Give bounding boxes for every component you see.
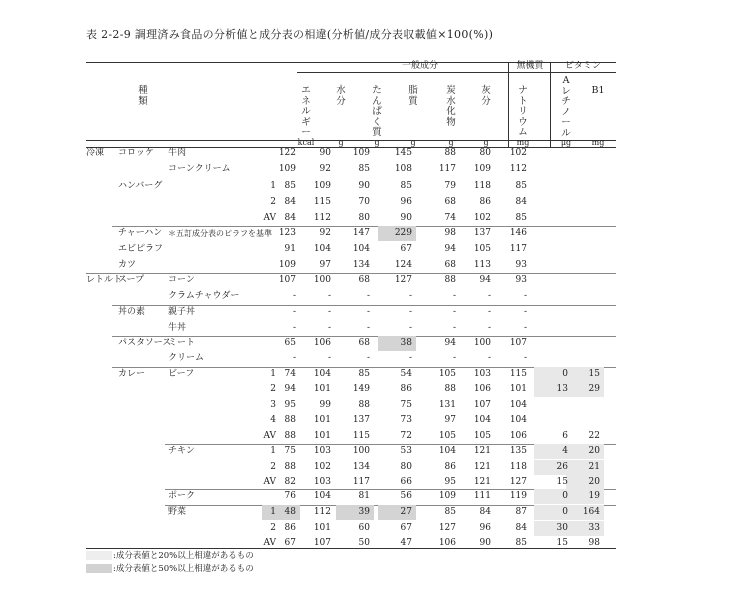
- value-cell: 74: [444, 213, 456, 223]
- value-cell: 38: [400, 338, 412, 348]
- value-cell: 101: [509, 384, 527, 394]
- food-name-label: 野菜: [168, 507, 187, 517]
- value-cell: 113: [473, 260, 491, 270]
- value-cell: 90: [400, 213, 412, 223]
- value-cell: 137: [473, 228, 491, 238]
- value-cell: 107: [473, 400, 491, 410]
- sample-number: 1: [270, 369, 276, 379]
- value-cell: 104: [313, 369, 331, 379]
- value-cell: 107: [278, 275, 296, 285]
- value-cell: 131: [438, 400, 456, 410]
- sample-number: 2: [270, 523, 276, 533]
- value-cell: 86: [444, 462, 456, 472]
- row-group-rule: [86, 273, 616, 274]
- value-cell: 73: [400, 415, 412, 425]
- mineral-divider-right: [550, 62, 551, 148]
- value-cell: 20: [588, 477, 600, 487]
- food-name-label: 親子丼: [168, 307, 196, 317]
- value-cell: 107: [509, 338, 527, 348]
- value-cell: 13: [556, 384, 568, 394]
- value-cell: 101: [313, 384, 331, 394]
- value-cell: 127: [394, 275, 412, 285]
- value-cell: 0: [562, 491, 568, 501]
- value-cell: 104: [473, 415, 491, 425]
- food-group-label: スープ: [118, 275, 145, 285]
- column-unit-5: g: [483, 138, 489, 147]
- column-unit-6: mg: [516, 138, 530, 147]
- value-cell: 134: [352, 260, 370, 270]
- value-cell: 85: [284, 181, 296, 191]
- value-cell: 146: [509, 228, 527, 238]
- food-name-label: ビーフ: [168, 369, 195, 379]
- value-cell: 19: [588, 491, 600, 501]
- value-cell: 22: [588, 431, 600, 441]
- value-cell: 48: [284, 507, 296, 517]
- value-cell: 15: [556, 477, 568, 487]
- value-cell: 56: [400, 491, 412, 501]
- value-cell: -: [327, 323, 331, 333]
- value-cell: 76: [284, 491, 296, 501]
- value-cell: 104: [509, 415, 527, 425]
- value-cell: 102: [509, 148, 527, 158]
- value-cell: 111: [473, 491, 491, 501]
- value-cell: 80: [400, 462, 412, 472]
- value-cell: 85: [515, 181, 527, 191]
- value-cell: -: [523, 323, 527, 333]
- value-cell: 109: [313, 181, 331, 191]
- sample-number: 2: [270, 197, 276, 207]
- value-cell: 66: [400, 477, 412, 487]
- column-header-2: たんぱく質: [372, 85, 382, 138]
- value-cell: 93: [515, 260, 527, 270]
- value-cell: -: [366, 291, 370, 301]
- legend-swatch-50: [86, 564, 112, 573]
- legend-swatch-20: [86, 551, 112, 560]
- value-cell: 39: [358, 507, 370, 517]
- column-header-3: 脂質: [408, 85, 418, 107]
- value-cell: 90: [319, 148, 331, 158]
- value-cell: 118: [473, 181, 491, 191]
- kind-label: 種類: [138, 85, 148, 107]
- column-unit-0: kcal: [297, 138, 315, 147]
- value-cell: 95: [284, 400, 296, 410]
- food-name-label: チキン: [168, 446, 195, 456]
- value-cell: 105: [473, 244, 491, 254]
- value-cell: 112: [313, 213, 331, 223]
- value-cell: 84: [515, 197, 527, 207]
- value-cell: 15: [588, 369, 600, 379]
- value-cell: 121: [473, 477, 491, 487]
- value-cell: 29: [588, 384, 600, 394]
- value-cell: 33: [588, 523, 600, 533]
- value-cell: 88: [284, 431, 296, 441]
- value-cell: 145: [394, 148, 412, 158]
- value-cell: 117: [509, 244, 527, 254]
- value-cell: 75: [400, 400, 412, 410]
- value-cell: 109: [473, 164, 491, 174]
- table-title: 表 2-2-9 調理済み食品の分析値と成分表の相違(分析値/成分表収載値×100(%)): [86, 28, 494, 41]
- column-unit-3: g: [410, 138, 416, 147]
- value-cell: 99: [319, 400, 331, 410]
- column-header-6: ナトリウム: [518, 85, 528, 138]
- value-cell: -: [408, 307, 412, 317]
- value-cell: 104: [352, 244, 370, 254]
- sample-number: 1: [270, 181, 276, 191]
- value-cell: 65: [284, 338, 296, 348]
- food-name-label: 牛肉: [168, 148, 187, 158]
- value-cell: 54: [400, 369, 412, 379]
- value-cell: 103: [313, 477, 331, 487]
- sample-number: AV: [263, 431, 276, 441]
- value-cell: 115: [509, 369, 527, 379]
- value-cell: 134: [352, 462, 370, 472]
- value-cell: 92: [319, 228, 331, 238]
- value-cell: 127: [438, 523, 456, 533]
- column-unit-2: g: [374, 138, 380, 147]
- value-cell: 80: [358, 213, 370, 223]
- value-cell: 96: [479, 523, 491, 533]
- value-cell: 88: [444, 384, 456, 394]
- column-header-7: Aレチノール: [561, 75, 571, 139]
- value-cell: 105: [438, 369, 456, 379]
- value-cell: 6: [562, 431, 568, 441]
- value-cell: -: [487, 291, 491, 301]
- value-cell: 117: [438, 164, 456, 174]
- value-cell: 95: [444, 477, 456, 487]
- value-cell: -: [366, 323, 370, 333]
- food-group-label: カツ: [118, 260, 137, 270]
- value-cell: 105: [438, 431, 456, 441]
- value-cell: 85: [400, 181, 412, 191]
- column-header-4: 炭水化物: [446, 85, 456, 128]
- value-cell: 102: [313, 462, 331, 472]
- value-cell: 60: [358, 523, 370, 533]
- value-cell: 108: [394, 164, 412, 174]
- food-name-label: ポーク: [168, 491, 196, 501]
- value-cell: 94: [479, 275, 491, 285]
- value-cell: 164: [582, 507, 600, 517]
- mineral-divider-left: [508, 62, 509, 148]
- group-vitamin-label: ビタミン: [564, 61, 601, 71]
- value-cell: 90: [479, 538, 491, 548]
- value-cell: 106: [313, 338, 331, 348]
- value-cell: 86: [284, 523, 296, 533]
- value-cell: -: [408, 291, 412, 301]
- sample-number: AV: [263, 538, 276, 548]
- value-cell: -: [452, 353, 456, 363]
- value-cell: 106: [473, 384, 491, 394]
- column-header-5: 灰分: [481, 85, 491, 107]
- column-header-0: エネルギー: [301, 85, 311, 138]
- value-cell: 88: [284, 415, 296, 425]
- value-cell: 123: [278, 228, 296, 238]
- food-name-label: クラムチャウダー: [168, 291, 240, 301]
- value-cell: 68: [444, 260, 456, 270]
- value-cell: 147: [352, 228, 370, 238]
- value-cell: 50: [358, 538, 370, 548]
- value-cell: 102: [473, 213, 491, 223]
- value-cell: 27: [400, 507, 412, 517]
- value-cell: 106: [509, 431, 527, 441]
- value-cell: -: [452, 323, 456, 333]
- value-cell: -: [487, 323, 491, 333]
- sample-number: AV: [263, 213, 276, 223]
- value-cell: 127: [509, 477, 527, 487]
- value-cell: 121: [473, 446, 491, 456]
- food-group-label: カレー: [118, 369, 146, 379]
- value-cell: 149: [352, 384, 370, 394]
- sample-number: 1: [270, 507, 276, 517]
- value-cell: 97: [444, 415, 456, 425]
- group-mineral-label: 無機質: [516, 61, 544, 71]
- value-cell: 106: [438, 538, 456, 548]
- food-name-label: コーン: [168, 275, 195, 285]
- value-cell: -: [487, 353, 491, 363]
- value-cell: -: [327, 291, 331, 301]
- column-unit-8: mg: [591, 138, 605, 147]
- value-cell: 84: [479, 507, 491, 517]
- value-cell: 85: [515, 213, 527, 223]
- value-cell: -: [487, 307, 491, 317]
- value-cell: 88: [284, 462, 296, 472]
- value-cell: 104: [438, 446, 456, 456]
- sample-number: AV: [263, 477, 276, 487]
- value-cell: 75: [284, 446, 296, 456]
- column-unit-7: μg: [560, 138, 572, 147]
- value-cell: 67: [400, 244, 412, 254]
- food-group-label: ハンバーグ: [118, 181, 163, 191]
- value-cell: -: [452, 307, 456, 317]
- value-cell: 85: [444, 507, 456, 517]
- food-name-label: コーンクリーム: [168, 164, 231, 174]
- value-cell: 91: [284, 244, 296, 254]
- value-cell: 104: [313, 244, 331, 254]
- value-cell: 26: [556, 462, 568, 472]
- food-name-label: ＊五訂成分表のピラフを基準: [168, 229, 272, 238]
- value-cell: 104: [509, 400, 527, 410]
- sample-number: 3: [270, 400, 276, 410]
- value-cell: 103: [473, 369, 491, 379]
- value-cell: 119: [509, 491, 527, 501]
- value-cell: -: [523, 353, 527, 363]
- value-cell: 117: [352, 477, 370, 487]
- value-cell: -: [523, 291, 527, 301]
- value-cell: 85: [358, 164, 370, 174]
- value-cell: 84: [284, 197, 296, 207]
- value-cell: 97: [319, 260, 331, 270]
- value-cell: 109: [278, 260, 296, 270]
- row-group-rule: [112, 305, 616, 306]
- value-cell: 81: [358, 491, 370, 501]
- value-cell: -: [327, 353, 331, 363]
- value-cell: 84: [515, 523, 527, 533]
- value-cell: -: [292, 307, 296, 317]
- value-cell: 100: [313, 275, 331, 285]
- row-group-rule: [112, 336, 616, 337]
- value-cell: 121: [473, 462, 491, 472]
- food-group-label: エビピラフ: [118, 244, 164, 254]
- value-cell: 15: [556, 538, 568, 548]
- value-cell: 229: [394, 228, 412, 238]
- value-cell: 94: [444, 338, 456, 348]
- food-name-label: ミート: [168, 338, 196, 348]
- value-cell: -: [523, 307, 527, 317]
- value-cell: 135: [509, 446, 527, 456]
- category-label: レトルト: [86, 275, 123, 285]
- value-cell: -: [408, 353, 412, 363]
- sample-number: 4: [270, 415, 276, 425]
- value-cell: 137: [352, 415, 370, 425]
- value-cell: 74: [284, 369, 296, 379]
- value-cell: 86: [400, 384, 412, 394]
- value-cell: 100: [352, 446, 370, 456]
- value-cell: 104: [313, 491, 331, 501]
- value-cell: 92: [319, 164, 331, 174]
- sample-number: 2: [270, 384, 276, 394]
- value-cell: 88: [444, 275, 456, 285]
- value-cell: 115: [313, 197, 331, 207]
- value-cell: 68: [444, 197, 456, 207]
- value-cell: 90: [358, 181, 370, 191]
- food-group-label: パスタソース: [118, 338, 172, 348]
- value-cell: 87: [515, 507, 527, 517]
- value-cell: 103: [313, 446, 331, 456]
- sample-number: 2: [270, 462, 276, 472]
- value-cell: -: [366, 353, 370, 363]
- sample-number: 1: [270, 446, 276, 456]
- value-cell: 53: [400, 446, 412, 456]
- value-cell: 109: [278, 164, 296, 174]
- value-cell: 112: [313, 507, 331, 517]
- value-cell: 96: [400, 197, 412, 207]
- value-cell: 67: [400, 523, 412, 533]
- value-cell: 79: [444, 181, 456, 191]
- value-cell: 107: [313, 538, 331, 548]
- value-cell: 67: [284, 538, 296, 548]
- value-cell: 101: [313, 523, 331, 533]
- value-cell: -: [408, 323, 412, 333]
- value-cell: 85: [515, 538, 527, 548]
- value-cell: 101: [313, 431, 331, 441]
- value-cell: 88: [358, 400, 370, 410]
- column-header-8: B1: [591, 85, 605, 96]
- category-label: 冷凍: [86, 148, 105, 158]
- value-cell: 21: [588, 462, 600, 472]
- value-cell: 109: [352, 148, 370, 158]
- value-cell: 47: [400, 538, 412, 548]
- value-cell: -: [366, 307, 370, 317]
- legend-text-20: :成分表値と20%以上相違があるもの: [113, 551, 254, 561]
- value-cell: 88: [444, 148, 456, 158]
- value-cell: -: [452, 291, 456, 301]
- value-cell: 0: [562, 369, 568, 379]
- food-group-label: コロッケ: [118, 148, 154, 158]
- value-cell: 112: [509, 164, 527, 174]
- value-cell: 0: [562, 507, 568, 517]
- value-cell: 30: [556, 523, 568, 533]
- group-underline: [297, 72, 616, 73]
- value-cell: 98: [444, 228, 456, 238]
- value-cell: 105: [473, 431, 491, 441]
- value-cell: -: [327, 307, 331, 317]
- value-cell: 94: [444, 244, 456, 254]
- value-cell: 4: [562, 446, 568, 456]
- food-name-label: 牛丼: [168, 323, 187, 333]
- value-cell: 82: [284, 477, 296, 487]
- value-cell: 86: [479, 197, 491, 207]
- value-cell: 72: [400, 431, 412, 441]
- column-unit-1: g: [338, 138, 344, 147]
- legend-text-50: :成分表値と50%以上相違があるもの: [113, 564, 254, 574]
- value-cell: 68: [358, 338, 370, 348]
- value-cell: 94: [284, 384, 296, 394]
- value-cell: 115: [352, 431, 370, 441]
- value-cell: 80: [479, 148, 491, 158]
- value-cell: 100: [473, 338, 491, 348]
- value-cell: 122: [278, 148, 296, 158]
- value-cell: -: [292, 291, 296, 301]
- group-general-label: 一般成分: [401, 61, 438, 71]
- food-group-label: チャーハン: [118, 228, 163, 238]
- value-cell: 84: [284, 213, 296, 223]
- value-cell: 101: [313, 415, 331, 425]
- value-cell: 98: [588, 538, 600, 548]
- value-cell: 85: [358, 369, 370, 379]
- value-cell: 93: [515, 275, 527, 285]
- value-cell: -: [292, 353, 296, 363]
- food-group-label: 丼の素: [118, 307, 146, 317]
- value-cell: -: [292, 323, 296, 333]
- column-unit-4: g: [448, 138, 454, 147]
- value-cell: 70: [358, 197, 370, 207]
- value-cell: 124: [394, 260, 412, 270]
- value-cell: 68: [358, 275, 370, 285]
- column-header-1: 水分: [336, 85, 346, 107]
- value-cell: 118: [509, 462, 527, 472]
- row-group-rule: [112, 226, 616, 227]
- value-cell: 20: [588, 446, 600, 456]
- food-name-label: クリーム: [168, 353, 205, 363]
- value-cell: 109: [438, 491, 456, 501]
